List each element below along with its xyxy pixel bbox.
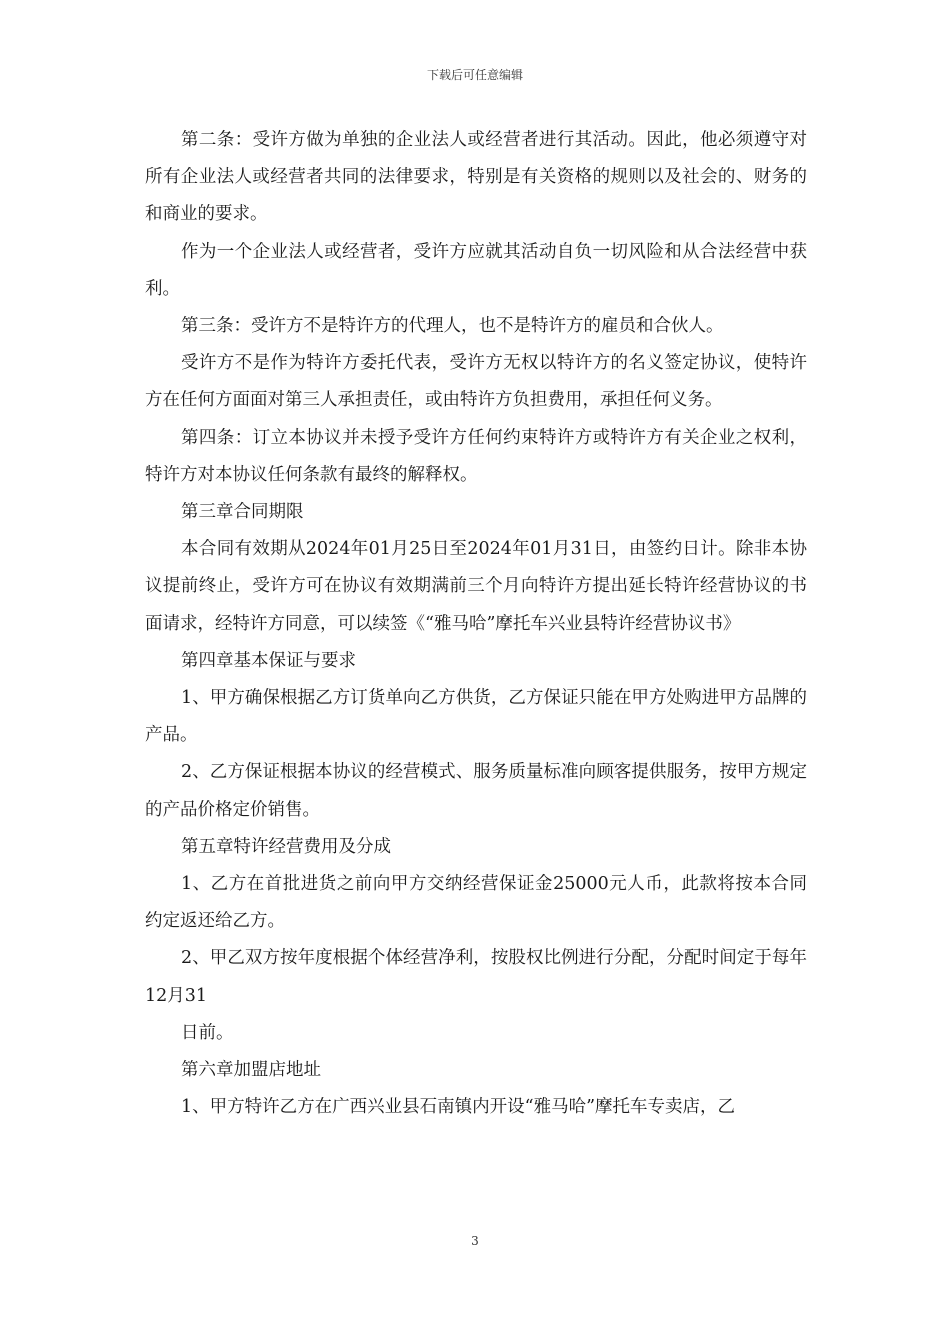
paragraph-article-4: 第四条：订立本协议并未授予受许方任何约束特许方或特许方有关企业之权利，特许方对本协议任何条款有最终的解释权。 (145, 427, 807, 485)
paragraph-store-location: 1、甲方特许乙方在广西兴业县石南镇内开设“雅马哈”摩托车专卖店，乙 (181, 1097, 736, 1118)
chapter-3-heading: 第三章合同期限 (181, 502, 304, 523)
page-number: 3 (471, 1234, 479, 1248)
paragraph-supply-guarantee: 1、甲方确保根据乙方订货单向乙方供货，乙方保证只能在甲方处购进甲方品牌的产品。 (145, 688, 807, 746)
paragraph-contract-term: 本合同有效期从2024年01月25日至2024年01月31日，由签约日计。除非本协议提前终止，受许方可在协议有效期满前三个月向特许方提出延长特许经营协议的书面请求，经特许方同意，可以续签《“雅马哈”摩托车兴业县特许经营协议书》 (145, 539, 807, 634)
paragraph-profit-share: 2、甲乙双方按年度根据个体经营净利，按股权比例进行分配，分配时间定于每年12月31 (145, 948, 807, 1006)
chapter-5-heading: 第五章特许经营费用及分成 (181, 836, 391, 857)
document-body (145, 122, 807, 1126)
paragraph-profit-share-continued: 日前。 (181, 1022, 234, 1043)
paragraph-risk: 作为一个企业法人或经营者，受许方应就其活动自负一切风险和从合法经营中获利。 (145, 241, 807, 299)
paragraph-deposit: 1、乙方在首批进货之前向甲方交纳经营保证金25000元人币，此款将按本合同约定返还给乙方。 (145, 874, 807, 932)
paragraph-article-2: 第二条：受许方做为单独的企业法人或经营者进行其活动。因此，他必须遵守对所有企业法人或经营者共同的法律要求，特别是有关资格的规则以及社会的、财务的和商业的要求。 (145, 130, 807, 225)
chapter-4-heading: 第四章基本保证与要求 (181, 650, 356, 671)
paragraph-service-guarantee: 2、乙方保证根据本协议的经营模式、服务质量标准向顾客提供服务，按甲方规定的产品价格定价销售。 (145, 762, 807, 820)
paragraph-article-3: 第三条：受许方不是特许方的代理人，也不是特许方的雇员和合伙人。 (181, 316, 724, 337)
paragraph-no-authority: 受许方不是作为特许方委托代表，受许方无权以特许方的名义签定协议，使特许方在任何方面面对第三人承担责任，或由特许方负担费用，承担任何义务。 (145, 353, 807, 411)
page-header: 下载后可任意编辑 (426, 68, 523, 82)
chapter-6-heading: 第六章加盟店地址 (181, 1060, 321, 1081)
